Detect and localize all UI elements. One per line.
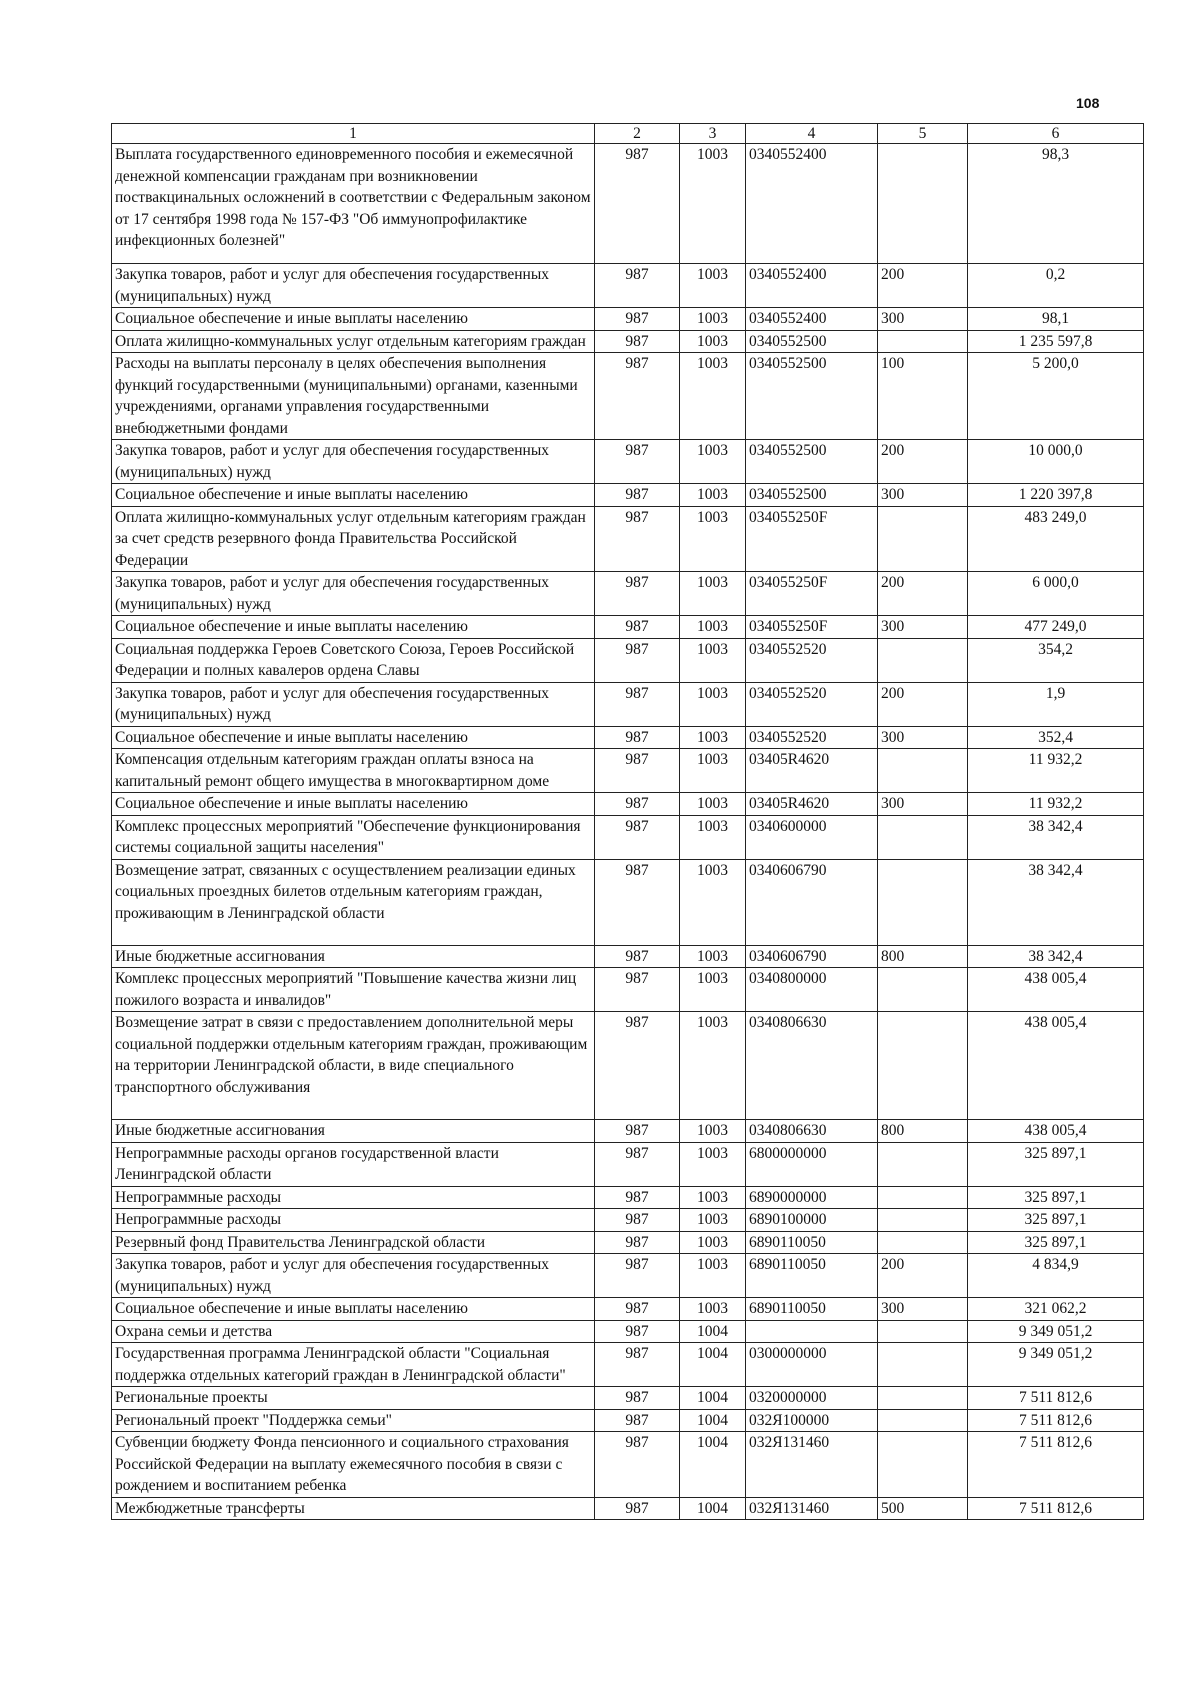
row-sum: 483 249,0 bbox=[968, 506, 1144, 572]
row-rzpr: 1003 bbox=[680, 330, 746, 353]
row-sum: 438 005,4 bbox=[968, 1120, 1144, 1143]
row-sum: 352,4 bbox=[968, 726, 1144, 749]
row-csr: 0340552400 bbox=[746, 308, 878, 331]
row-csr: 034055250F bbox=[746, 506, 878, 572]
row-csr: 032Я131460 bbox=[746, 1432, 878, 1498]
row-grbs: 987 bbox=[595, 1343, 680, 1387]
table-row bbox=[112, 1320, 1144, 1343]
table-row bbox=[112, 1186, 1144, 1209]
table-row bbox=[112, 945, 1144, 968]
row-sum: 10 000,0 bbox=[968, 440, 1144, 484]
row-rzpr: 1003 bbox=[680, 859, 746, 945]
row-rzpr: 1003 bbox=[680, 1186, 746, 1209]
header-row bbox=[112, 124, 1144, 144]
row-vr bbox=[878, 1209, 968, 1232]
row-rzpr: 1003 bbox=[680, 1298, 746, 1321]
row-csr: 0340552500 bbox=[746, 484, 878, 507]
table-row bbox=[112, 749, 1144, 793]
row-sum: 325 897,1 bbox=[968, 1142, 1144, 1186]
row-grbs: 987 bbox=[595, 1387, 680, 1410]
row-sum: 477 249,0 bbox=[968, 616, 1144, 639]
row-sum: 0,2 bbox=[968, 264, 1144, 308]
row-csr: 0340806630 bbox=[746, 1120, 878, 1143]
row-vr bbox=[878, 1231, 968, 1254]
row-rzpr: 1003 bbox=[680, 793, 746, 816]
row-grbs: 987 bbox=[595, 1142, 680, 1186]
row-rzpr: 1003 bbox=[680, 484, 746, 507]
row-rzpr: 1004 bbox=[680, 1387, 746, 1410]
row-rzpr: 1003 bbox=[680, 144, 746, 264]
row-name: Закупка товаров, работ и услуг для обеспечения государственных (муниципальных) нужд bbox=[112, 440, 595, 484]
row-csr: 03405R4620 bbox=[746, 793, 878, 816]
table-row bbox=[112, 353, 1144, 440]
row-grbs: 987 bbox=[595, 616, 680, 639]
row-csr: 6890110050 bbox=[746, 1298, 878, 1321]
row-csr: 03405R4620 bbox=[746, 749, 878, 793]
row-name: Социальное обеспечение и иные выплаты населению bbox=[112, 484, 595, 507]
row-sum: 7 511 812,6 bbox=[968, 1387, 1144, 1410]
row-vr bbox=[878, 1142, 968, 1186]
row-name: Социальное обеспечение и иные выплаты населению bbox=[112, 616, 595, 639]
row-grbs: 987 bbox=[595, 264, 680, 308]
row-sum: 7 511 812,6 bbox=[968, 1409, 1144, 1432]
row-csr: 034055250F bbox=[746, 616, 878, 639]
row-vr bbox=[878, 859, 968, 945]
row-name: Социальное обеспечение и иные выплаты населению bbox=[112, 726, 595, 749]
row-grbs: 987 bbox=[595, 1320, 680, 1343]
row-rzpr: 1003 bbox=[680, 749, 746, 793]
row-name: Субвенции бюджету Фонда пенсионного и социального страхования Российской Федерации на выплату ежемесячного пособия в связи с рождением и воспитанием ребенка bbox=[112, 1432, 595, 1498]
table-row bbox=[112, 484, 1144, 507]
table-row bbox=[112, 793, 1144, 816]
row-rzpr: 1003 bbox=[680, 264, 746, 308]
row-name: Закупка товаров, работ и услуг для обеспечения государственных (муниципальных) нужд bbox=[112, 1254, 595, 1298]
row-name: Выплата государственного единовременного пособия и ежемесячной денежной компенсации гражданам при возникновении поствакцинальных осложнений в соответствии с Федеральным законом от 17 сентября 1998 года № 157-ФЗ "Об иммунопрофилактике инфекционных болезней" bbox=[112, 144, 595, 264]
row-grbs: 987 bbox=[595, 1409, 680, 1432]
row-rzpr: 1003 bbox=[680, 572, 746, 616]
row-rzpr: 1003 bbox=[680, 1254, 746, 1298]
row-csr: 0340552500 bbox=[746, 353, 878, 440]
row-vr bbox=[878, 506, 968, 572]
row-name: Межбюджетные трансферты bbox=[112, 1497, 595, 1520]
row-sum: 9 349 051,2 bbox=[968, 1343, 1144, 1387]
table-row bbox=[112, 144, 1144, 264]
row-grbs: 987 bbox=[595, 1254, 680, 1298]
row-name: Непрограммные расходы органов государственной власти Ленинградской области bbox=[112, 1142, 595, 1186]
row-rzpr: 1003 bbox=[680, 815, 746, 859]
row-vr bbox=[878, 638, 968, 682]
table-row bbox=[112, 859, 1144, 945]
table-body bbox=[112, 144, 1144, 1520]
row-grbs: 987 bbox=[595, 1120, 680, 1143]
row-csr: 0340552520 bbox=[746, 726, 878, 749]
row-grbs: 987 bbox=[595, 1209, 680, 1232]
header-col-1: 1 bbox=[112, 124, 595, 144]
row-rzpr: 1003 bbox=[680, 353, 746, 440]
row-vr: 300 bbox=[878, 793, 968, 816]
row-grbs: 987 bbox=[595, 682, 680, 726]
row-csr: 0340552520 bbox=[746, 638, 878, 682]
row-rzpr: 1003 bbox=[680, 1142, 746, 1186]
row-vr bbox=[878, 1343, 968, 1387]
row-rzpr: 1004 bbox=[680, 1409, 746, 1432]
row-vr: 300 bbox=[878, 1298, 968, 1321]
row-vr: 300 bbox=[878, 308, 968, 331]
table-row bbox=[112, 638, 1144, 682]
row-grbs: 987 bbox=[595, 1231, 680, 1254]
row-vr: 200 bbox=[878, 264, 968, 308]
row-csr: 6890100000 bbox=[746, 1209, 878, 1232]
row-csr: 0340552500 bbox=[746, 440, 878, 484]
row-csr: 0340552400 bbox=[746, 264, 878, 308]
budget-table bbox=[111, 123, 1144, 1520]
row-csr: 0340552520 bbox=[746, 682, 878, 726]
table-row bbox=[112, 264, 1144, 308]
row-vr: 200 bbox=[878, 682, 968, 726]
row-vr bbox=[878, 1409, 968, 1432]
row-vr: 300 bbox=[878, 616, 968, 639]
row-name: Государственная программа Ленинградской области "Социальная поддержка отдельных категорий граждан в Ленинградской области" bbox=[112, 1343, 595, 1387]
row-name: Компенсация отдельным категориям граждан оплаты взноса на капитальный ремонт общего имущества в многоквартирном доме bbox=[112, 749, 595, 793]
row-grbs: 987 bbox=[595, 815, 680, 859]
row-grbs: 987 bbox=[595, 440, 680, 484]
row-grbs: 987 bbox=[595, 308, 680, 331]
page-number: 108 bbox=[1076, 95, 1100, 111]
table-row bbox=[112, 506, 1144, 572]
row-rzpr: 1003 bbox=[680, 1231, 746, 1254]
row-sum: 6 000,0 bbox=[968, 572, 1144, 616]
row-rzpr: 1004 bbox=[680, 1320, 746, 1343]
row-rzpr: 1003 bbox=[680, 1120, 746, 1143]
table-row bbox=[112, 1254, 1144, 1298]
row-rzpr: 1004 bbox=[680, 1343, 746, 1387]
row-grbs: 987 bbox=[595, 749, 680, 793]
row-csr: 0340606790 bbox=[746, 859, 878, 945]
row-rzpr: 1003 bbox=[680, 1209, 746, 1232]
table-row bbox=[112, 1387, 1144, 1410]
row-sum: 7 511 812,6 bbox=[968, 1432, 1144, 1498]
row-grbs: 987 bbox=[595, 859, 680, 945]
table-row bbox=[112, 1142, 1144, 1186]
table-row bbox=[112, 726, 1144, 749]
row-sum: 325 897,1 bbox=[968, 1186, 1144, 1209]
row-name: Возмещение затрат в связи с предоставлением дополнительной меры социальной поддержки отдельным категориям граждан, проживающим на территории Ленинградской области, в виде специального транспортного обслуживания bbox=[112, 1012, 595, 1120]
row-csr: 6800000000 bbox=[746, 1142, 878, 1186]
row-sum: 38 342,4 bbox=[968, 859, 1144, 945]
table-row bbox=[112, 572, 1144, 616]
header-col-6: 6 bbox=[968, 124, 1144, 144]
row-rzpr: 1003 bbox=[680, 726, 746, 749]
row-name: Иные бюджетные ассигнования bbox=[112, 1120, 595, 1143]
row-vr: 200 bbox=[878, 440, 968, 484]
row-sum: 5 200,0 bbox=[968, 353, 1144, 440]
table-row bbox=[112, 1432, 1144, 1498]
row-grbs: 987 bbox=[595, 1497, 680, 1520]
row-sum: 98,3 bbox=[968, 144, 1144, 264]
row-rzpr: 1003 bbox=[680, 682, 746, 726]
row-sum: 98,1 bbox=[968, 308, 1144, 331]
table-row bbox=[112, 1298, 1144, 1321]
row-grbs: 987 bbox=[595, 1012, 680, 1120]
row-name: Социальное обеспечение и иные выплаты населению bbox=[112, 793, 595, 816]
table-row bbox=[112, 616, 1144, 639]
row-sum: 1,9 bbox=[968, 682, 1144, 726]
row-sum: 438 005,4 bbox=[968, 1012, 1144, 1120]
table-row bbox=[112, 968, 1144, 1012]
row-grbs: 987 bbox=[595, 793, 680, 816]
row-name: Социальная поддержка Героев Советского Союза, Героев Российской Федерации и полных кавалеров ордена Славы bbox=[112, 638, 595, 682]
row-vr bbox=[878, 1012, 968, 1120]
row-grbs: 987 bbox=[595, 945, 680, 968]
row-name: Социальное обеспечение и иные выплаты населению bbox=[112, 308, 595, 331]
row-sum: 1 235 597,8 bbox=[968, 330, 1144, 353]
row-grbs: 987 bbox=[595, 1298, 680, 1321]
row-vr: 800 bbox=[878, 945, 968, 968]
row-csr: 6890000000 bbox=[746, 1186, 878, 1209]
row-grbs: 987 bbox=[595, 1432, 680, 1498]
row-name: Расходы на выплаты персоналу в целях обеспечения выполнения функций государственными (муниципальными) органами, казенными учреждениями, органами управления государственными внебюджетными фондами bbox=[112, 353, 595, 440]
row-csr: 6890110050 bbox=[746, 1254, 878, 1298]
row-name: Региональный проект "Поддержка семьи" bbox=[112, 1409, 595, 1432]
row-csr: 0340552400 bbox=[746, 144, 878, 264]
row-vr: 200 bbox=[878, 572, 968, 616]
row-vr: 800 bbox=[878, 1120, 968, 1143]
row-csr: 0320000000 bbox=[746, 1387, 878, 1410]
row-vr bbox=[878, 1432, 968, 1498]
row-sum: 7 511 812,6 bbox=[968, 1497, 1144, 1520]
row-rzpr: 1003 bbox=[680, 616, 746, 639]
table-row bbox=[112, 1343, 1144, 1387]
header-col-5: 5 bbox=[878, 124, 968, 144]
table-row bbox=[112, 308, 1144, 331]
row-grbs: 987 bbox=[595, 1186, 680, 1209]
row-vr bbox=[878, 1186, 968, 1209]
row-vr bbox=[878, 144, 968, 264]
row-csr: 0300000000 bbox=[746, 1343, 878, 1387]
header-col-4: 4 bbox=[746, 124, 878, 144]
row-name: Социальное обеспечение и иные выплаты населению bbox=[112, 1298, 595, 1321]
row-rzpr: 1003 bbox=[680, 506, 746, 572]
row-name: Охрана семьи и детства bbox=[112, 1320, 595, 1343]
row-grbs: 987 bbox=[595, 506, 680, 572]
row-vr bbox=[878, 815, 968, 859]
row-vr bbox=[878, 749, 968, 793]
row-grbs: 987 bbox=[595, 726, 680, 749]
row-sum: 38 342,4 bbox=[968, 945, 1144, 968]
row-sum: 11 932,2 bbox=[968, 749, 1144, 793]
row-name: Непрограммные расходы bbox=[112, 1209, 595, 1232]
row-sum: 11 932,2 bbox=[968, 793, 1144, 816]
header-col-3: 3 bbox=[680, 124, 746, 144]
row-sum: 325 897,1 bbox=[968, 1209, 1144, 1232]
row-sum: 38 342,4 bbox=[968, 815, 1144, 859]
row-grbs: 987 bbox=[595, 968, 680, 1012]
row-csr: 0340806630 bbox=[746, 1012, 878, 1120]
row-sum: 354,2 bbox=[968, 638, 1144, 682]
row-vr: 500 bbox=[878, 1497, 968, 1520]
row-vr: 300 bbox=[878, 726, 968, 749]
row-name: Региональные проекты bbox=[112, 1387, 595, 1410]
row-name: Комплекс процессных мероприятий "Обеспечение функционирования системы социальной защиты населения" bbox=[112, 815, 595, 859]
row-grbs: 987 bbox=[595, 144, 680, 264]
row-name: Иные бюджетные ассигнования bbox=[112, 945, 595, 968]
row-rzpr: 1003 bbox=[680, 968, 746, 1012]
row-sum: 4 834,9 bbox=[968, 1254, 1144, 1298]
row-vr: 200 bbox=[878, 1254, 968, 1298]
row-csr: 032Я131460 bbox=[746, 1497, 878, 1520]
row-vr bbox=[878, 1320, 968, 1343]
row-csr: 034055250F bbox=[746, 572, 878, 616]
row-sum: 321 062,2 bbox=[968, 1298, 1144, 1321]
row-rzpr: 1003 bbox=[680, 1012, 746, 1120]
row-vr bbox=[878, 330, 968, 353]
table-row bbox=[112, 1231, 1144, 1254]
row-name: Оплата жилищно-коммунальных услуг отдельным категориям граждан за счет средств резервного фонда Правительства Российской Федерации bbox=[112, 506, 595, 572]
table-row bbox=[112, 1012, 1144, 1120]
row-rzpr: 1003 bbox=[680, 638, 746, 682]
row-grbs: 987 bbox=[595, 484, 680, 507]
row-rzpr: 1003 bbox=[680, 440, 746, 484]
row-csr: 0340606790 bbox=[746, 945, 878, 968]
row-name: Оплата жилищно-коммунальных услуг отдельным категориям граждан bbox=[112, 330, 595, 353]
row-grbs: 987 bbox=[595, 638, 680, 682]
table-row bbox=[112, 815, 1144, 859]
row-rzpr: 1004 bbox=[680, 1497, 746, 1520]
table-row bbox=[112, 1120, 1144, 1143]
row-grbs: 987 bbox=[595, 353, 680, 440]
row-sum: 9 349 051,2 bbox=[968, 1320, 1144, 1343]
row-sum: 438 005,4 bbox=[968, 968, 1144, 1012]
table-row bbox=[112, 330, 1144, 353]
row-name: Комплекс процессных мероприятий "Повышение качества жизни лиц пожилого возраста и инвалидов" bbox=[112, 968, 595, 1012]
row-rzpr: 1003 bbox=[680, 945, 746, 968]
row-name: Закупка товаров, работ и услуг для обеспечения государственных (муниципальных) нужд bbox=[112, 572, 595, 616]
table-row bbox=[112, 682, 1144, 726]
row-name: Непрограммные расходы bbox=[112, 1186, 595, 1209]
row-rzpr: 1003 bbox=[680, 308, 746, 331]
table-row bbox=[112, 440, 1144, 484]
row-name: Закупка товаров, работ и услуг для обеспечения государственных (муниципальных) нужд bbox=[112, 264, 595, 308]
row-name: Закупка товаров, работ и услуг для обеспечения государственных (муниципальных) нужд bbox=[112, 682, 595, 726]
row-csr bbox=[746, 1320, 878, 1343]
row-vr: 300 bbox=[878, 484, 968, 507]
row-name: Возмещение затрат, связанных с осуществлением реализации единых социальных проездных билетов отдельным категориям граждан, проживающим в Ленинградской области bbox=[112, 859, 595, 945]
table-row bbox=[112, 1409, 1144, 1432]
header-col-2: 2 bbox=[595, 124, 680, 144]
row-name: Резервный фонд Правительства Ленинградской области bbox=[112, 1231, 595, 1254]
table-row bbox=[112, 1497, 1144, 1520]
row-vr bbox=[878, 968, 968, 1012]
row-csr: 0340800000 bbox=[746, 968, 878, 1012]
row-grbs: 987 bbox=[595, 330, 680, 353]
row-vr bbox=[878, 1387, 968, 1410]
row-csr: 032Я100000 bbox=[746, 1409, 878, 1432]
row-vr: 100 bbox=[878, 353, 968, 440]
row-sum: 325 897,1 bbox=[968, 1231, 1144, 1254]
row-csr: 6890110050 bbox=[746, 1231, 878, 1254]
row-csr: 0340552500 bbox=[746, 330, 878, 353]
row-rzpr: 1004 bbox=[680, 1432, 746, 1498]
table-row bbox=[112, 1209, 1144, 1232]
row-csr: 0340600000 bbox=[746, 815, 878, 859]
row-sum: 1 220 397,8 bbox=[968, 484, 1144, 507]
row-grbs: 987 bbox=[595, 572, 680, 616]
